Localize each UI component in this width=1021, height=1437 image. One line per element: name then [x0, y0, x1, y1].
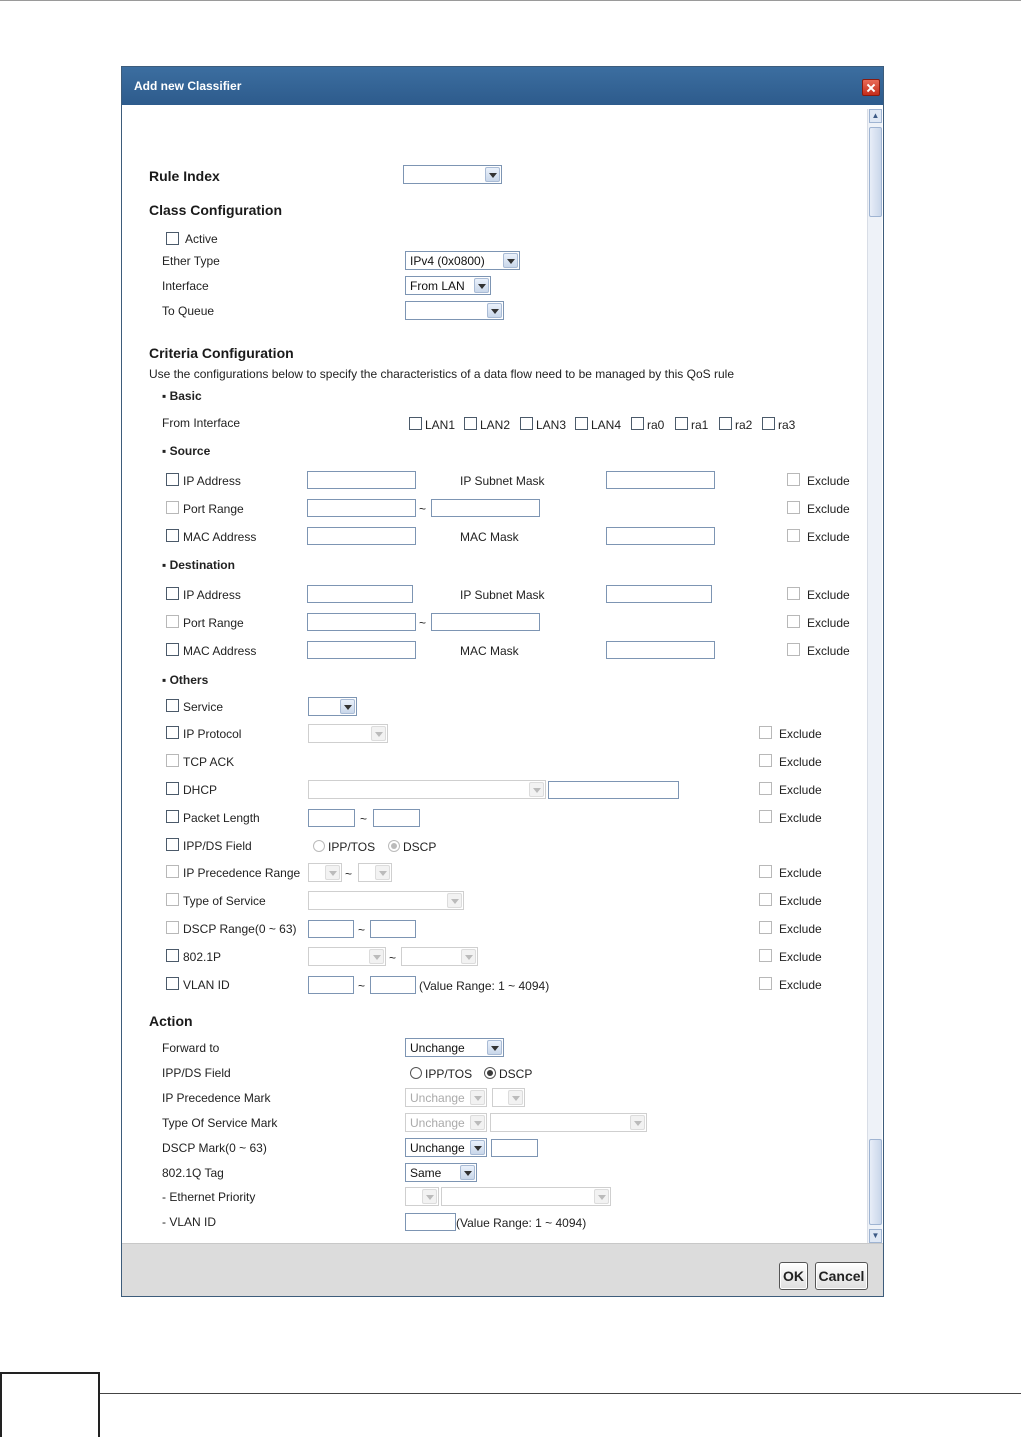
iface-ra0-label: ra0 [647, 418, 665, 432]
ip-precedence-tilde: ~ [345, 867, 353, 881]
src-port-end-input[interactable] [431, 499, 540, 517]
tcp-ack-exclude-checkbox[interactable] [759, 754, 772, 767]
ethernet-priority-value-select[interactable] [441, 1187, 611, 1206]
action-ippds-field-label: IPP/DS Field [162, 1066, 231, 1080]
ok-button[interactable]: OK [779, 1262, 808, 1290]
ethernet-priority-select[interactable] [405, 1187, 439, 1206]
page-top-rule [0, 0, 1021, 1]
tcp-ack-checkbox[interactable] [166, 754, 179, 767]
iface-ra1-checkbox[interactable] [675, 417, 688, 430]
dst-port-exclude-label: Exclude [807, 616, 850, 630]
chevron-down-icon [470, 1140, 485, 1155]
vlan-id-checkbox[interactable] [166, 977, 179, 990]
chevron-down-icon [474, 278, 489, 293]
src-ip-exclude-label: Exclude [807, 474, 850, 488]
dst-ip-label: IP Address [183, 588, 241, 602]
dst-ip-exclude-checkbox[interactable] [787, 587, 800, 600]
chevron-down-icon [487, 303, 502, 318]
chevron-down-icon [340, 699, 355, 714]
forward-to-select[interactable] [405, 1038, 504, 1057]
type-of-service-select[interactable] [308, 891, 464, 910]
dscp-range-tilde: ~ [358, 923, 366, 937]
dst-subnet-label: IP Subnet Mask [460, 588, 545, 602]
packet-length-exclude-label: Exclude [779, 811, 822, 825]
dst-port-checkbox[interactable] [166, 615, 179, 628]
to-queue-select[interactable] [405, 301, 504, 320]
src-port-exclude-checkbox[interactable] [787, 501, 800, 514]
ip-precedence-exclude-checkbox[interactable] [759, 865, 772, 878]
dot1p-min-select[interactable] [308, 947, 386, 966]
ip-precedence-exclude-label: Exclude [779, 866, 822, 880]
src-ip-label: IP Address [183, 474, 241, 488]
src-ip-input[interactable] [307, 471, 416, 489]
iface-lan1-checkbox[interactable] [409, 417, 422, 430]
scroll-thumb[interactable] [869, 127, 882, 217]
destination-heading-text: Destination [169, 558, 235, 572]
iface-lan2-label: LAN2 [480, 418, 511, 432]
vlan-id-tilde: ~ [358, 979, 366, 993]
class-config-heading: Class Configuration [149, 202, 283, 218]
tcp-ack-label: TCP ACK [183, 755, 235, 769]
src-subnet-input[interactable] [606, 471, 715, 489]
action-heading: Action [149, 1013, 193, 1029]
ippds-field-label: IPP/DS Field [183, 839, 252, 853]
ip-precedence-range-label: IP Precedence Range [183, 866, 301, 880]
src-port-tilde: ~ [419, 502, 427, 516]
chevron-down-icon [503, 253, 518, 268]
dst-mac-checkbox[interactable] [166, 643, 179, 656]
ip-precedence-min-select[interactable] [308, 863, 342, 882]
ethernet-priority-label: - Ethernet Priority [162, 1190, 256, 1204]
src-port-checkbox[interactable] [166, 501, 179, 514]
others-heading: ▪ Others [162, 673, 209, 687]
dscp-mark-label: DSCP Mark(0 ~ 63) [162, 1141, 267, 1155]
dhcp-value-input[interactable] [548, 781, 679, 799]
vlan-id-max-input[interactable] [370, 976, 416, 994]
src-mac-exclude-label: Exclude [807, 530, 850, 544]
dhcp-label: DHCP [183, 783, 218, 797]
rule-index-label: Rule Index [149, 168, 220, 184]
packet-length-label: Packet Length [183, 811, 260, 825]
packet-length-min-input[interactable] [308, 809, 355, 827]
src-mac-label: MAC Address [183, 530, 257, 544]
ip-protocol-label: IP Protocol [183, 727, 242, 741]
src-subnet-label: IP Subnet Mask [460, 474, 545, 488]
dst-mac-mask-input[interactable] [606, 641, 715, 659]
dst-port-end-input[interactable] [431, 613, 540, 631]
forward-to-label: Forward to [162, 1041, 220, 1055]
ippds-field-checkbox[interactable] [166, 838, 179, 851]
ip-precedence-max-select[interactable] [358, 863, 392, 882]
dscp-range-exclude-label: Exclude [779, 922, 822, 936]
dscp-mark-select[interactable] [405, 1138, 487, 1157]
chevron-down-icon [487, 1040, 502, 1055]
dst-mac-label: MAC Address [183, 644, 257, 658]
dst-mac-mask-label: MAC Mask [460, 644, 519, 658]
packet-length-exclude-checkbox[interactable] [759, 810, 772, 823]
dst-mac-input[interactable] [307, 641, 416, 659]
iface-lan4-label: LAN4 [591, 418, 622, 432]
action-vlan-id-label: - VLAN ID [162, 1215, 217, 1229]
dhcp-exclude-label: Exclude [779, 783, 822, 797]
dscp-radio[interactable] [388, 840, 400, 852]
packet-length-checkbox[interactable] [166, 810, 179, 823]
vlan-id-label: VLAN ID [183, 978, 230, 992]
src-mac-mask-input[interactable] [606, 527, 715, 545]
iface-lan3-label: LAN3 [536, 418, 567, 432]
iface-ra3-checkbox[interactable] [762, 417, 775, 430]
dst-mac-exclude-checkbox[interactable] [787, 643, 800, 656]
type-of-service-label: Type of Service [183, 894, 266, 908]
dst-port-exclude-checkbox[interactable] [787, 615, 800, 628]
type-of-service-checkbox[interactable] [166, 893, 179, 906]
dhcp-checkbox[interactable] [166, 782, 179, 795]
ip-protocol-exclude-checkbox[interactable] [759, 726, 772, 739]
scroll-thumb-lower[interactable] [869, 1139, 882, 1225]
chevron-down-icon [371, 726, 386, 741]
tos-mark-value: Unchange [410, 1116, 465, 1130]
dot1q-tag-value: Same [410, 1166, 442, 1180]
dhcp-option-select[interactable] [308, 780, 546, 799]
tos-mark-select[interactable] [405, 1113, 487, 1132]
rule-index-select[interactable] [403, 165, 502, 184]
ether-type-value: IPv4 (0x0800) [410, 254, 485, 268]
dst-ip-input[interactable] [307, 585, 413, 603]
ipp-tos-radio[interactable] [313, 840, 325, 852]
chevron-down-icon [369, 949, 384, 964]
ether-type-label: Ether Type [162, 254, 220, 268]
close-icon[interactable] [862, 79, 880, 96]
iface-ra0-checkbox[interactable] [631, 417, 644, 430]
chevron-down-icon [460, 1165, 475, 1180]
dot1p-exclude-checkbox[interactable] [759, 949, 772, 962]
dot1p-max-select[interactable] [401, 947, 478, 966]
chevron-down-icon [485, 167, 500, 182]
ether-type-select[interactable] [405, 251, 520, 270]
ip-protocol-checkbox[interactable] [166, 726, 179, 739]
ipp-tos-label: IPP/TOS [328, 840, 376, 854]
footer-rule [100, 1393, 1021, 1394]
dot1p-exclude-label: Exclude [779, 950, 822, 964]
ip-precedence-mark-select[interactable] [405, 1088, 487, 1107]
interface-label: Interface [162, 279, 209, 293]
scroll-up-icon[interactable]: ▲ [869, 109, 882, 123]
vertical-scrollbar[interactable] [867, 109, 882, 1243]
chevron-down-icon [422, 1189, 437, 1204]
tos-mark-value-select[interactable] [490, 1113, 647, 1132]
chevron-down-icon [325, 865, 340, 880]
src-ip-checkbox[interactable] [166, 473, 179, 486]
type-of-service-exclude-checkbox[interactable] [759, 893, 772, 906]
chevron-down-icon [630, 1115, 645, 1130]
to-queue-label: To Queue [162, 304, 215, 318]
dscp-mark-input[interactable] [491, 1139, 538, 1157]
iface-ra2-label: ra2 [735, 418, 753, 432]
src-port-exclude-label: Exclude [807, 502, 850, 516]
chevron-down-icon [461, 949, 476, 964]
chevron-down-icon [470, 1115, 485, 1130]
src-mac-checkbox[interactable] [166, 529, 179, 542]
action-vlan-id-input[interactable] [405, 1213, 456, 1231]
service-label: Service [183, 700, 224, 714]
src-mac-mask-label: MAC Mask [460, 530, 519, 544]
dst-port-label: Port Range [183, 616, 244, 630]
dst-ip-checkbox[interactable] [166, 587, 179, 600]
src-ip-exclude-checkbox[interactable] [787, 473, 800, 486]
dot1q-tag-label: 802.1Q Tag [162, 1166, 224, 1180]
dhcp-exclude-checkbox[interactable] [759, 782, 772, 795]
vlan-id-exclude-checkbox[interactable] [759, 977, 772, 990]
dscp-range-checkbox[interactable] [166, 921, 179, 934]
dot1q-tag-select[interactable] [405, 1163, 477, 1182]
iface-lan4-checkbox[interactable] [575, 417, 588, 430]
cancel-button[interactable]: Cancel [815, 1262, 868, 1290]
dot1p-label: 802.1P [183, 950, 222, 964]
basic-heading: ▪ Basic [162, 389, 202, 403]
dst-mac-exclude-label: Exclude [807, 644, 850, 658]
chevron-down-icon [594, 1189, 609, 1204]
ip-precedence-mark-value: Unchange [410, 1091, 465, 1105]
iface-lan3-checkbox[interactable] [520, 417, 533, 430]
destination-heading: ▪ Destination [162, 558, 235, 572]
from-interface-label: From Interface [162, 416, 241, 430]
chevron-down-icon [529, 782, 544, 797]
iface-ra3-label: ra3 [778, 418, 796, 432]
dst-port-start-input[interactable] [307, 613, 416, 631]
footer-page-box [0, 1372, 100, 1437]
others-heading-text: Others [169, 673, 209, 687]
vlan-id-exclude-label: Exclude [779, 978, 822, 992]
ip-protocol-select[interactable] [308, 724, 388, 743]
iface-lan2-checkbox[interactable] [464, 417, 477, 430]
vlan-id-min-input[interactable] [308, 976, 354, 994]
tcp-ack-exclude-label: Exclude [779, 755, 822, 769]
scroll-down-icon[interactable]: ▼ [869, 1229, 882, 1243]
interface-value: From LAN [410, 279, 465, 293]
iface-ra2-checkbox[interactable] [719, 417, 732, 430]
forward-to-value: Unchange [410, 1041, 465, 1055]
chevron-down-icon [470, 1090, 485, 1105]
dscp-mark-value: Unchange [410, 1141, 465, 1155]
add-classifier-dialog [121, 66, 884, 1297]
ip-precedence-mark-label: IP Precedence Mark [162, 1091, 271, 1105]
service-checkbox[interactable] [166, 699, 179, 712]
dialog-content [122, 105, 867, 1243]
action-dscp-label: DSCP [499, 1067, 533, 1081]
criteria-config-heading: Criteria Configuration [149, 345, 294, 361]
dst-port-tilde: ~ [419, 616, 427, 630]
dscp-label: DSCP [403, 840, 437, 854]
iface-ra1-label: ra1 [691, 418, 709, 432]
interface-select[interactable] [405, 276, 491, 295]
ip-precedence-mark-value-select[interactable] [492, 1088, 525, 1107]
active-label: Active [185, 232, 218, 246]
dot1p-checkbox[interactable] [166, 949, 179, 962]
service-select[interactable] [308, 697, 357, 716]
source-heading: ▪ Source [162, 444, 211, 458]
dot1p-tilde: ~ [389, 951, 397, 965]
src-mac-input[interactable] [307, 527, 416, 545]
dscp-range-max-input[interactable] [370, 920, 416, 938]
vlan-id-range-note: (Value Range: 1 ~ 4094) [419, 979, 550, 993]
action-ipp-tos-label: IPP/TOS [425, 1067, 473, 1081]
iface-lan1-label: LAN1 [425, 418, 456, 432]
chevron-down-icon [447, 893, 462, 908]
src-port-start-input[interactable] [307, 499, 416, 517]
dscp-range-label: DSCP Range(0 ~ 63) [183, 922, 297, 936]
criteria-description: Use the configurations below to specify the characteristics of a data flow need to be managed by this QoS rule [149, 367, 734, 381]
source-heading-text: Source [169, 444, 211, 458]
dialog-title: Add new Classifier [134, 79, 242, 93]
ip-protocol-exclude-label: Exclude [779, 727, 822, 741]
basic-heading-text: Basic [169, 389, 202, 403]
action-vlan-range-note: (Value Range: 1 ~ 4094) [456, 1216, 587, 1230]
dialog-titlebar [122, 67, 883, 105]
src-mac-exclude-checkbox[interactable] [787, 529, 800, 542]
chevron-down-icon [375, 865, 390, 880]
active-checkbox[interactable] [166, 232, 179, 245]
src-port-label: Port Range [183, 502, 244, 516]
type-of-service-exclude-label: Exclude [779, 894, 822, 908]
dst-ip-exclude-label: Exclude [807, 588, 850, 602]
dialog-button-bar [122, 1243, 883, 1296]
dscp-range-exclude-checkbox[interactable] [759, 921, 772, 934]
dscp-range-min-input[interactable] [308, 920, 354, 938]
action-dscp-radio[interactable] [484, 1067, 496, 1079]
chevron-down-icon [508, 1090, 523, 1105]
action-ipp-tos-radio[interactable] [410, 1067, 422, 1079]
packet-length-tilde: ~ [360, 812, 368, 826]
packet-length-max-input[interactable] [373, 809, 420, 827]
dst-subnet-input[interactable] [606, 585, 712, 603]
tos-mark-label: Type Of Service Mark [162, 1116, 278, 1130]
ip-precedence-range-checkbox[interactable] [166, 865, 179, 878]
